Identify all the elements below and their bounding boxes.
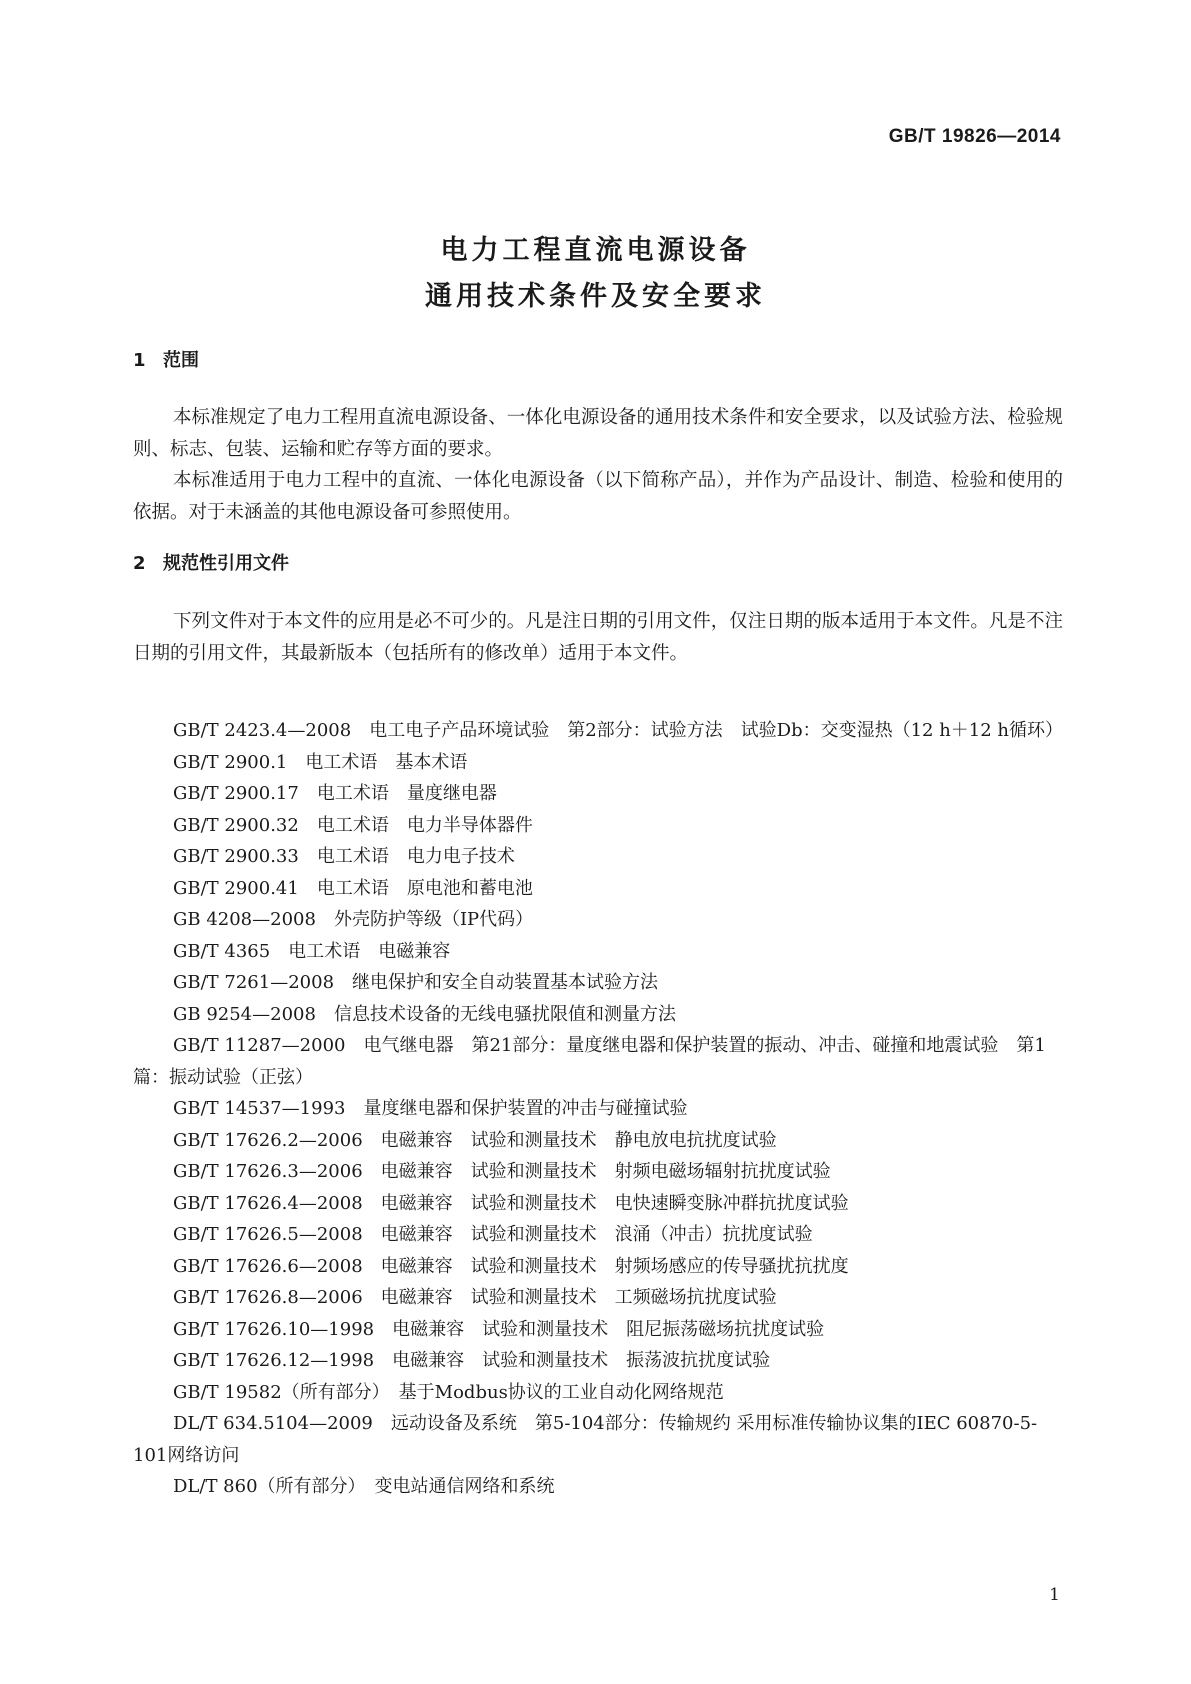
reference-item: DL/T 634.5104—2009 远动设备及系统 第5-104部分：传输规约 采用标准传输协议集的IEC 60870-5-101网络访问	[133, 1413, 1038, 1466]
reference-item: GB/T 17626.3—2006 电磁兼容 试验和测量技术 射频电磁场辐射抗扰度试验	[173, 1161, 831, 1182]
reference-item: GB/T 2900.41 电工术语 原电池和蓄电池	[173, 877, 533, 899]
reference-item: GB/T 17626.12—1998 电磁兼容 试验和测量技术 振荡波抗扰度试验	[173, 1350, 771, 1371]
reference-item: GB 9254—2008 信息技术设备的无线电骚扰限值和测量方法	[173, 1003, 676, 1025]
section-1-heading	[133, 346, 199, 372]
reference-item: GB/T 2900.17 电工术语 量度继电器	[173, 783, 497, 804]
reference-item: GB/T 19582（所有部分） 基于Modbus协议的工业自动化网络规范	[173, 1381, 724, 1403]
section-2-intro: 下列文件对于本文件的应用是必不可少的。凡是注日期的引用文件，仅注日期的版本适用于本文件。凡是不注日期的引用文件，其最新版本（包括所有的修改单）适用于本文件。	[133, 611, 1063, 664]
reference-item: DL/T 860（所有部分） 变电站通信网络和系统	[173, 1476, 555, 1497]
reference-item: GB/T 17626.10—1998 电磁兼容 试验和测量技术 阻尼振荡磁场抗扰度试验	[173, 1318, 825, 1340]
reference-item: GB/T 17626.4—2008 电磁兼容 试验和测量技术 电快速瞬变脉冲群抗扰度试验	[173, 1192, 849, 1214]
reference-item: GB/T 2423.4—2008 电工电子产品环境试验 第2部分：试验方法 试验Db：交变湿热（12 h＋12 h循环）	[173, 720, 1064, 741]
reference-item: GB/T 17626.8—2006 电磁兼容 试验和测量技术 工频磁场抗扰度试验	[173, 1287, 777, 1308]
reference-item: GB/T 4365 电工术语 电磁兼容	[173, 940, 451, 962]
reference-item: GB/T 7261—2008 继电保护和安全自动装置基本试验方法	[173, 972, 659, 993]
standard-code: GB/T 19826—2014	[888, 126, 1061, 147]
section-2-heading	[133, 549, 289, 575]
section-1-paragraph-1: 本标准规定了电力工程用直流电源设备、一体化电源设备的通用技术条件和安全要求，以及试验方法、检验规则、标志、包装、运输和贮存等方面的要求。	[133, 407, 1063, 460]
section-2-title: 规范性引用文件	[163, 553, 289, 574]
title-line-2: 通用技术条件及安全要求	[425, 281, 766, 312]
reference-list	[133, 715, 1063, 1503]
section-1-title: 范围	[163, 350, 199, 371]
reference-item: GB/T 2900.1 电工术语 基本术语	[173, 751, 468, 773]
reference-item: GB/T 2900.33 电工术语 电力电子技术	[173, 846, 515, 867]
section-1-paragraph-2: 本标准适用于电力工程中的直流、一体化电源设备（以下简称产品），并作为产品设计、制造、检验和使用的依据。对于未涵盖的其他电源设备可参照使用。	[133, 470, 1063, 523]
reference-item: GB/T 17626.5—2008 电磁兼容 试验和测量技术 浪涌（冲击）抗扰度试验	[173, 1224, 813, 1245]
reference-item: GB/T 11287—2000 电气继电器 第21部分：量度继电器和保护装置的振动、冲击、碰撞和地震试验 第1篇：振动试验（正弦）	[133, 1035, 1046, 1088]
section-1-number: 1	[133, 350, 146, 371]
title-line-1: 电力工程直流电源设备	[440, 235, 751, 266]
page-number: 1	[1049, 1585, 1060, 1605]
reference-item: GB/T 17626.6—2008 电磁兼容 试验和测量技术 射频场感应的传导骚扰抗扰度	[173, 1255, 849, 1277]
reference-item: GB 4208—2008 外壳防护等级（IP代码）	[173, 909, 534, 930]
reference-item: GB/T 17626.2—2006 电磁兼容 试验和测量技术 静电放电抗扰度试验	[173, 1129, 777, 1151]
section-2-number: 2	[133, 553, 146, 574]
reference-item: GB/T 2900.32 电工术语 电力半导体器件	[173, 814, 533, 836]
reference-item: GB/T 14537—1993 量度继电器和保护装置的冲击与碰撞试验	[173, 1098, 688, 1119]
